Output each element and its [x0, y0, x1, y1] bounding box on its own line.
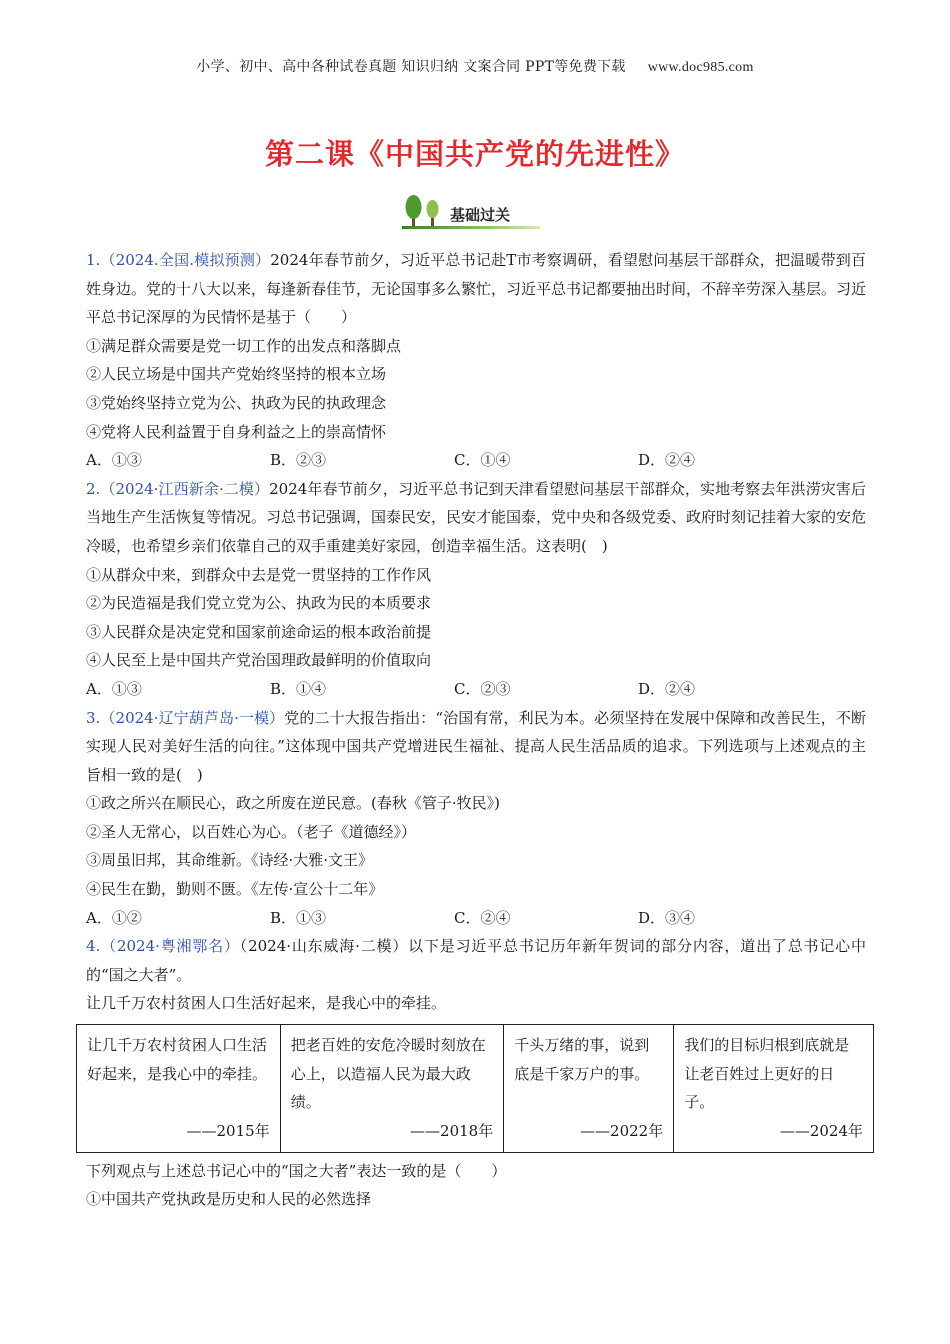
answer-options: [86, 904, 866, 933]
question-number: 4.: [86, 937, 101, 956]
option-b[interactable]: B．②③: [270, 451, 327, 470]
question-stem: （2024·山东威海·二模）以下是习近平总书记历年新年贺词的部分内容，道出了总书记心中的“国之大者”。: [86, 937, 866, 984]
question-4: [86, 932, 866, 1214]
quote-table: [76, 1024, 874, 1153]
question-list: [86, 246, 866, 1214]
statement-item: ②为民造福是我们党立党为公、执政为民的本质要求: [86, 594, 432, 613]
option-b[interactable]: B．①③: [270, 908, 327, 927]
question-2: [86, 475, 866, 704]
page-header: [0, 56, 950, 76]
statement-item: ③人民群众是决定党和国家前途命运的根本政治前提: [86, 622, 432, 641]
statement-item: ④人民至上是中国共产党治国理政最鲜明的价值取向: [86, 651, 432, 670]
option-d[interactable]: D．②④: [638, 679, 696, 698]
option-a[interactable]: A．①②: [86, 908, 142, 927]
quote-cell: [504, 1025, 674, 1153]
option-d[interactable]: D．②④: [638, 451, 696, 470]
answer-options: [86, 675, 866, 704]
header-site[interactable]: www.doc985.com: [647, 60, 754, 75]
statement-item: ④民生在勤，勤则不匮。《左传·宣公十二年》: [86, 880, 384, 899]
option-c[interactable]: C．②③: [454, 679, 511, 698]
statement-item: ①满足群众需要是党一切工作的出发点和落脚点: [86, 336, 402, 355]
question-stem: 党的二十大报告指出：“治国有常，利民为本。必须坚持在发展中保障和改善民生，不断实现人民对美好生活的向往。”这体现中国共产党增进民生福祉、提高人民生活品质的追求。下列选项与上述观点的主旨相一致的是( ): [86, 708, 866, 784]
option-b[interactable]: B．①④: [270, 679, 327, 698]
quote-year: ——2022年: [580, 1122, 664, 1141]
question-line: 下列观点与上述总书记心中的“国之大者”表达一致的是（ ）: [86, 1161, 507, 1180]
quote-cell: [77, 1025, 281, 1153]
page-title: 第二课《中国共产党的先进性》: [264, 137, 685, 171]
statement-item: ②圣人无常心，以百姓心为心。（老子《道德经》）: [86, 822, 417, 841]
quote-text: 千头万绪的事，说到底是千家万户的事。: [514, 1036, 650, 1083]
quote-year: ——2015年: [186, 1122, 270, 1141]
option-a[interactable]: A．①③: [86, 679, 142, 698]
statement-item: ④党将人民利益置于自身利益之上的崇高情怀: [86, 422, 387, 441]
quote-year: ——2024年: [779, 1122, 863, 1141]
question-1: [86, 246, 866, 475]
question-stem: 2024年春节前夕，习近平总书记到天津看望慰问基层干部群众，实地考察去年洪涝灾害后当地生产生活恢复等情况。习总书记强调，国泰民安，民安才能国泰，党中央和各级党委、政府时刻记挂着大家的安危冷暖，也希望乡亲们依靠自己的双手重建美好家园，创造幸福生活。这表明( ): [86, 479, 867, 555]
question-source: （2024.全国.模拟预测）: [100, 251, 271, 269]
header-text: 小学、初中、高中各种试卷真题 知识归纳 文案合同 PPT等免费下载: [196, 59, 626, 75]
question-source: （2024·粤湘鄂名）: [100, 937, 240, 956]
statement-item: ①政之所兴在顺民心，政之所废在逆民意。(春秋《管子·牧民》): [86, 794, 500, 813]
quote-text: 我们的目标归根到底就是让老百姓过上更好的日子。: [684, 1036, 850, 1112]
option-a[interactable]: A．①③: [86, 451, 142, 470]
answer-options: [86, 446, 866, 475]
banner-underline: [402, 226, 540, 229]
quote-text: 让几千万农村贫困人口生活好起来，是我心中的牵挂。: [87, 1036, 268, 1083]
statement-item: ③党始终坚持立党为公、执政为民的执政理念: [86, 393, 387, 412]
quote-year: ——2018年: [410, 1122, 494, 1141]
statement-item: ②人民立场是中国共产党始终坚持的根本立场: [86, 365, 387, 384]
section-banner: [398, 192, 548, 232]
quote-text: 把老百姓的安危冷暖时刻放在心上，以造福人民为最大政绩。: [290, 1036, 486, 1112]
option-c[interactable]: C．①④: [454, 451, 511, 470]
question-number: 3.: [86, 708, 101, 727]
section-banner-label: 基础过关: [450, 206, 511, 224]
statement-item: ①中国共产党执政是历史和人民的必然选择: [86, 1190, 372, 1209]
question-line: 让几千万农村贫困人口生活好起来，是我心中的牵挂。: [86, 994, 447, 1013]
option-d[interactable]: D．③④: [638, 908, 696, 927]
quote-cell: [280, 1025, 504, 1153]
table-row: [77, 1025, 874, 1153]
question-source: （2024·江西新余·二模）: [100, 479, 270, 498]
statement-item: ①从群众中来，到群众中去是党一贯坚持的工作作风: [86, 565, 432, 584]
question-number: 2.: [86, 479, 101, 498]
question-3: [86, 704, 866, 933]
question-source: （2024·辽宁葫芦岛·一模）: [100, 708, 285, 727]
quote-cell: [674, 1025, 874, 1153]
statement-item: ③周虽旧邦，其命维新。《诗经·大雅·文王》: [86, 851, 374, 870]
option-c[interactable]: C．②④: [454, 908, 511, 927]
question-number: 1.: [86, 251, 101, 269]
question-stem: 2024年春节前夕，习近平总书记赴T市考察调研，看望慰问基层干部群众，把温暖带到百姓身边。党的十八大以来，每逢新春佳节，无论国事多么繁忙，习近平总书记都要抽出时间，不辞辛劳深入基层。习近平总书记深厚的为民情怀是基于（ ）: [86, 251, 867, 327]
